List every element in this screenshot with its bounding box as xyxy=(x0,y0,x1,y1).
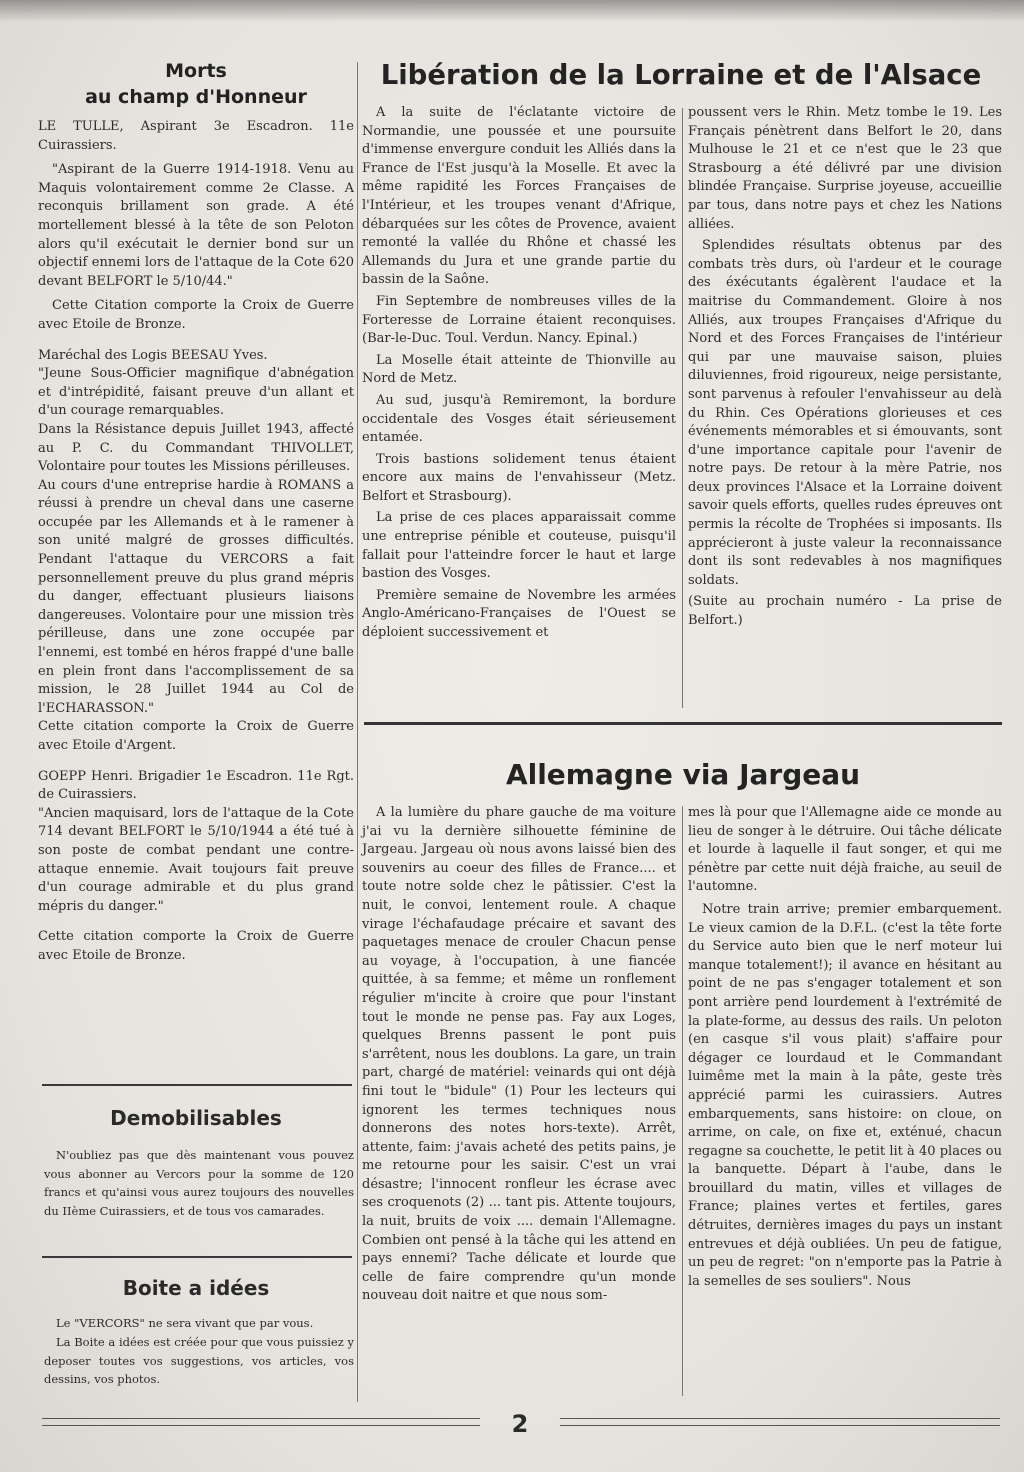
demobilisables-text: N'oubliez pas que dès maintenant vous pouvez vous abonner au Vercors pour la somme de 120 francs et qu'ainsi vous aurez toujours des nouvelles du IIème Cuirassiers, et de tous vos camarades. xyxy=(44,1148,354,1218)
entry-1: LE TULLE, Aspirant 3e Escadron. 11e Cuirassiers. xyxy=(38,119,354,153)
entry-6: Dans la Résistance depuis Juillet 1943, affecté au P. C. du Commandant THIVOLLET, Volontaire pour toutes les Missions périlleuses. xyxy=(38,421,354,475)
jargeau-p1: A la lumière du phare gauche de ma voiture j'ai vu la dernière silhouette féminine de Jargeau. Jargeau où nous avons laissé bien des souvenirs au coeur des filles de France.... et toute notre solde chez le pâtissier. C'est la nuit, le convoi, lentement roule. A chaque virage l'échafaudage précaire et savant des paquetages menace de crouler Chacun pense au voyage, à l'occupation, à une fiancée quittée, à sa femme; et même un ronflement régulier m'incite à croire que pour l'instant tout le monde ne pense pas. Fay aux Loges, quelques Brenns passent le pont puis s'arrêtent, nous les doublons. La gare, un train part, chargé de matériel: veinards qui ont déjà fini tout le "bidule" (1) Pour les lecteurs qui ignorent les termes techniques nous donnerons des notes hors-texte). Arrêt, attente, faim: j'avais acheté des petits pains, je me retourne pour les saisir. C'est un vrai désastre; l'innocent ronfleur les écrase avec ses croquenots (2) ... tant pis. Attente toujours, la nuit, bruits de voix .... demain l'Allemagne. Combien ont pensé à la tâche qui les attend en pays ennemi? Tache délicate et lourde que celle de faire comprendre qu'un monde nouveau doit naitre et que nous som- xyxy=(362,805,676,1304)
lorraine-p7: Première semaine de Novembre les armées Anglo-Américano-Françaises de l'Ouest se déploient successivement et xyxy=(362,587,676,641)
top-shadow xyxy=(0,0,1024,22)
lorraine-p3: La Moselle était atteinte de Thionville au Nord de Metz. xyxy=(362,352,676,387)
lorraine-column-divider xyxy=(682,108,683,708)
lorraine-p10: (Suite au prochain numéro - La prise de Belfort.) xyxy=(688,594,1002,629)
morts-title: Morts au champ d'Honneur xyxy=(85,60,307,108)
left-separator-1 xyxy=(42,1084,352,1086)
entry-2: "Aspirant de la Guerre 1914-1918. Venu au Maquis volontairement comme 2e Classe. A reconquis brillament son grade. A été mortellement blessé à la tête de son Peloton alors qu'il exécutait le dernier bond sur un objectif ennemi lors de l'attaque de la Cote 620 devant BELFORT le 5/10/44." xyxy=(38,162,354,289)
jargeau-column-divider xyxy=(682,806,683,1396)
boite-text-2: La Boite a idées est créée pour que vous puissiez y deposer toutes vos suggestions, vos articles, vos dessins, vos photos. xyxy=(44,1335,354,1387)
entry-5: "Jeune Sous-Officier magnifique d'abnégation et d'intrépidité, faisant preuve d'un allant et d'un courage remarquables. xyxy=(38,366,354,419)
entry-4: Maréchal des Logis BEESAU Yves. xyxy=(38,347,268,363)
entry-9: GOEPP Henri. Brigadier 1e Escadron. 11e Rgt. de Cuirassiers. xyxy=(38,768,354,803)
lorraine-p2: Fin Septembre de nombreuses villes de la Forteresse de Lorraine étaient reconquises. (Bar-le-Duc. Toul. Verdun. Nancy. Epinal.) xyxy=(362,293,676,347)
entry-8: Cette citation comporte la Croix de Guerre avec Etoile d'Argent. xyxy=(38,719,354,753)
left-separator-2 xyxy=(42,1256,352,1258)
entry-7: Au cours d'une entreprise hardie à ROMANS a réussi à prendre un cheval dans une caserne occupée par les Allemands et à le ramener à son unité malgré de grosses difficultés. Pendant l'attaque du VERCORS a fait personnellement preuve du plus grand mépris du danger, effectuant plusieurs liaisons dangereuses. Volontaire pour une mission très périlleuse, dans une zone occupée par l'ennemi, est tombé en héros frappé d'une balle en plein front dans l'accomplissement de sa mission, le 28 Juillet 1944 au Col de l'ECHARASSON." xyxy=(38,477,354,716)
boite-text-1: Le "VERCORS" ne sera vivant que par vous. xyxy=(56,1316,314,1330)
main-divider xyxy=(357,62,358,1402)
jargeau-p3: Notre train arrive; premier embarquement. Le vieux camion de la D.F.L. (c'est la tête forte du Service auto bien que le nerf moteur lui manque totalement!); il avance en hésitant au point de ne pas s'engager totalement et son pont arrière pend lourdement à l'extrémité de la plate-forme, au dessus des rails. Un peloton (en casque s'il vous plait) s'affaire pour dégager ce lourdaud et le Commandant luimême met la main à la pâte, geste très apprécié parmi les cuirassiers. Autres embarquements, sans histoire: on cloue, on arrime, on cale, on fixe et, exténué, chacun regagne sa couchette, le petit lit à 40 places ou la banquette. Départ à l'aube, dans le brouillard du matin, villes et villages de France; plaines vertes et fertiles, gares détruites, dernières images du pays un instant entrevues et déjà oubliées. Un peu de fatigue, un peu de regret: "on n'emporte pas la Patrie à la semelles de ses souliers". Nous xyxy=(688,901,1002,1289)
article-separator xyxy=(364,722,1002,725)
lorraine-title: Libération de la Lorraine et de l'Alsace xyxy=(380,59,982,91)
lorraine-p8: poussent vers le Rhin. Metz tombe le 19. Les Français pénètrent dans Belfort le 20, dans Mulhouse le 21 et ce n'est que le 23 que Strasbourg a été délivré par une division blindée Française. Surprise joyeuse, accueillie par tous, dans notre pays et chez les Nations alliées. xyxy=(688,105,1002,232)
lorraine-p5: Trois bastions solidement tenus étaient encore aux mains de l'envahisseur (Metz. Belfort et Strasbourg). xyxy=(362,451,676,504)
lorraine-col-1 xyxy=(362,104,676,643)
entry-10: "Ancien maquisard, lors de l'attaque de la Cote 714 devant BELFORT le 5/10/1944 a été tué à son poste de combat pendant une contre-attaque ennemie. Avait toujours fait preuve d'un courage admirable et du plus grand mépris du danger." xyxy=(38,805,354,914)
lorraine-col-2 xyxy=(688,104,1002,631)
footer-line-right xyxy=(560,1418,1000,1419)
jargeau-col-1 xyxy=(362,804,676,1306)
lorraine-p9: Splendides résultats obtenus par des combats très durs, où l'ardeur et le courage des éxécutants égalèrent l'audace et la maitrise du Commandement. Gloire à nos Alliés, aux troupes Françaises d'Afrique du Nord et des Forces Françaises de l'intérieur qui par une mauvaise saison, pluies diluviennes, froid rigoureux, neige persistante, sont parvenus à refouler l'envahisseur au delà du Rhin. Ces Opérations glorieuses et ces événements mémorables et si émouvants, sont d'une importance capitale pour l'avenir de notre pays. De retour à la mère Patrie, nos deux provinces l'Alsace et la Lorraine doivent savoir quels efforts, quelles rudes épreuves ont permis la récolte de Trophées si imposants. Ils apprécieront à juste valeur la reconnaissance dont ils sont redevables à nos magnifiques soldats. xyxy=(688,238,1002,588)
entry-3: Cette Citation comporte la Croix de Guerre avec Etoile de Bronze. xyxy=(38,298,354,332)
jargeau-p2: mes là pour que l'Allemagne aide ce monde au lieu de songer à le détruire. Oui tâche délicate et lourde à laquelle il faut songer, et qui me pénètre par cette nuit déjà fraiche, au seuil de l'automne. xyxy=(688,805,1002,895)
footer-line-left xyxy=(42,1418,480,1419)
lorraine-p6: La prise de ces places apparaissait comme une entreprise pénible et couteuse, puisqu'il fallait pour l'atteindre forcer le haut et large bastion des Vosges. xyxy=(362,510,676,582)
jargeau-title: Allemagne via Jargeau xyxy=(505,758,861,791)
page-number: 2 xyxy=(511,1410,529,1438)
footer-line-left-2 xyxy=(42,1425,480,1426)
demobilisables-title: Demobilisables xyxy=(110,1106,282,1130)
entry-11: Cette citation comporte la Croix de Guerre avec Etoile de Bronze. xyxy=(38,929,354,963)
left-column xyxy=(38,58,354,972)
jargeau-col-2 xyxy=(688,804,1002,1291)
boite-title: Boite a idées xyxy=(122,1276,270,1300)
lorraine-p1: A la suite de l'éclatante victoire de Normandie, une poussée et une poursuite d'immense envergure conduit les Alliés dans la France de l'Est jusqu'à la Moselle. Et avec la même rapidité les Forces Françaises de l'Intérieur, et les troupes venant d'Afrique, débarquées sur les côtes de Provence, avaient remonté la vallée du Rhône et chassé les Allemands du Jura et une grande partie du bassin de la Saône. xyxy=(362,105,676,288)
lorraine-p4: Au sud, jusqu'à Remiremont, la bordure occidentale des Vosges était sérieusement entamée. xyxy=(362,392,676,446)
footer-line-right-2 xyxy=(560,1425,1000,1426)
